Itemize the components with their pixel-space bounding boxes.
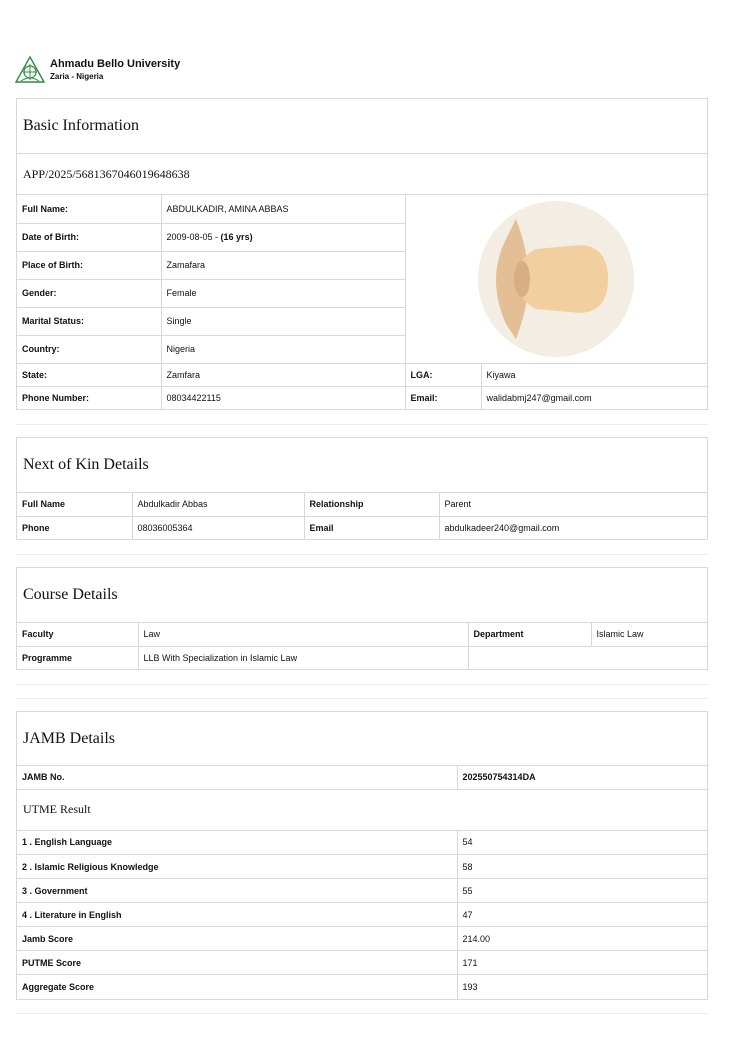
kin-email-label: Email	[304, 516, 439, 539]
dob-value	[161, 223, 405, 251]
divider	[16, 424, 708, 425]
kin-relationship-value: Parent	[439, 493, 707, 516]
basic-information-section	[16, 98, 708, 410]
utme-result-table	[17, 831, 707, 999]
subject-score: 54	[457, 831, 707, 855]
gender-label: Gender:	[17, 279, 161, 307]
phone-label: Phone Number:	[17, 386, 161, 409]
state-label: State:	[17, 363, 161, 386]
applicant-photo-placeholder-icon	[476, 199, 636, 359]
jamb-no-label: JAMB No.	[17, 766, 457, 789]
faculty-label: Faculty	[17, 623, 138, 646]
utme-result-title: UTME Result	[17, 790, 707, 831]
kin-email-value: abdulkadeer240@gmail.com	[439, 516, 707, 539]
state-value: Zamfara	[161, 363, 405, 386]
pob-value: Zamafara	[161, 251, 405, 279]
divider	[16, 698, 708, 699]
course-table	[17, 623, 707, 669]
putme-score-value: 171	[457, 951, 707, 975]
subject-label: 1 . English Language	[17, 831, 457, 855]
jamb-no-value: 202550754314DA	[457, 766, 707, 789]
subject-row	[17, 855, 707, 879]
university-location: Zaria - Nigeria	[50, 71, 104, 81]
lga-label: LGA:	[405, 363, 481, 386]
section-title: Course Details	[17, 568, 707, 623]
phone-value: 08034422115	[161, 386, 405, 409]
section-title: Basic Information	[17, 99, 707, 154]
kin-relationship-label: Relationship	[304, 493, 439, 516]
subject-score: 55	[457, 879, 707, 903]
empty-cell	[468, 646, 707, 669]
course-details-section	[16, 567, 708, 670]
university-name: Ahmadu Bello University	[50, 57, 181, 70]
divider	[16, 684, 708, 685]
jamb-details-section	[16, 711, 708, 1000]
gender-value: Female	[161, 279, 405, 307]
aggregate-score-value: 193	[457, 975, 707, 999]
application-number: APP/2025/5681367046019648638	[17, 154, 707, 195]
email-label: Email:	[405, 386, 481, 409]
jamb-score-value: 214.00	[457, 927, 707, 951]
subject-row	[17, 879, 707, 903]
faculty-value: Law	[138, 623, 468, 646]
programme-label: Programme	[17, 646, 138, 669]
dob-date: 2009-08-05 -	[166, 232, 221, 242]
basic-info-table	[17, 195, 707, 409]
kin-phone-label: Phone	[17, 516, 132, 539]
full-name-label: Full Name:	[17, 195, 161, 223]
kin-full-name-label: Full Name	[17, 493, 132, 516]
email-value: walidabmj247@gmail.com	[481, 386, 707, 409]
pob-label: Place of Birth:	[17, 251, 161, 279]
photo-cell	[405, 195, 707, 363]
divider	[16, 554, 708, 555]
department-value: Islamic Law	[591, 623, 707, 646]
marital-label: Marital Status:	[17, 307, 161, 335]
next-of-kin-section	[16, 437, 708, 540]
section-title: Next of Kin Details	[17, 438, 707, 493]
jamb-number-table	[17, 766, 707, 790]
department-label: Department	[468, 623, 591, 646]
full-name-value: ABDULKADIR, AMINA ABBAS	[161, 195, 405, 223]
programme-value: LLB With Specialization in Islamic Law	[138, 646, 468, 669]
kin-table	[17, 493, 707, 539]
dob-age: (16 yrs)	[220, 232, 253, 242]
marital-value: Single	[161, 307, 405, 335]
country-value: Nigeria	[161, 335, 405, 363]
section-title: JAMB Details	[17, 712, 707, 766]
country-label: Country:	[17, 335, 161, 363]
university-logo-icon	[15, 56, 45, 84]
aggregate-score-label: Aggregate Score	[17, 975, 457, 999]
subject-score: 47	[457, 903, 707, 927]
putme-score-label: PUTME Score	[17, 951, 457, 975]
dob-label: Date of Birth:	[17, 223, 161, 251]
subject-label: 3 . Government	[17, 879, 457, 903]
divider	[16, 1013, 708, 1014]
subject-row	[17, 903, 707, 927]
subject-score: 58	[457, 855, 707, 879]
kin-full-name-value: Abdulkadir Abbas	[132, 493, 304, 516]
jamb-score-label: Jamb Score	[17, 927, 457, 951]
subject-label: 2 . Islamic Religious Knowledge	[17, 855, 457, 879]
header	[15, 56, 180, 84]
lga-value: Kiyawa	[481, 363, 707, 386]
subject-row	[17, 831, 707, 855]
subject-label: 4 . Literature in English	[17, 903, 457, 927]
kin-phone-value: 08036005364	[132, 516, 304, 539]
